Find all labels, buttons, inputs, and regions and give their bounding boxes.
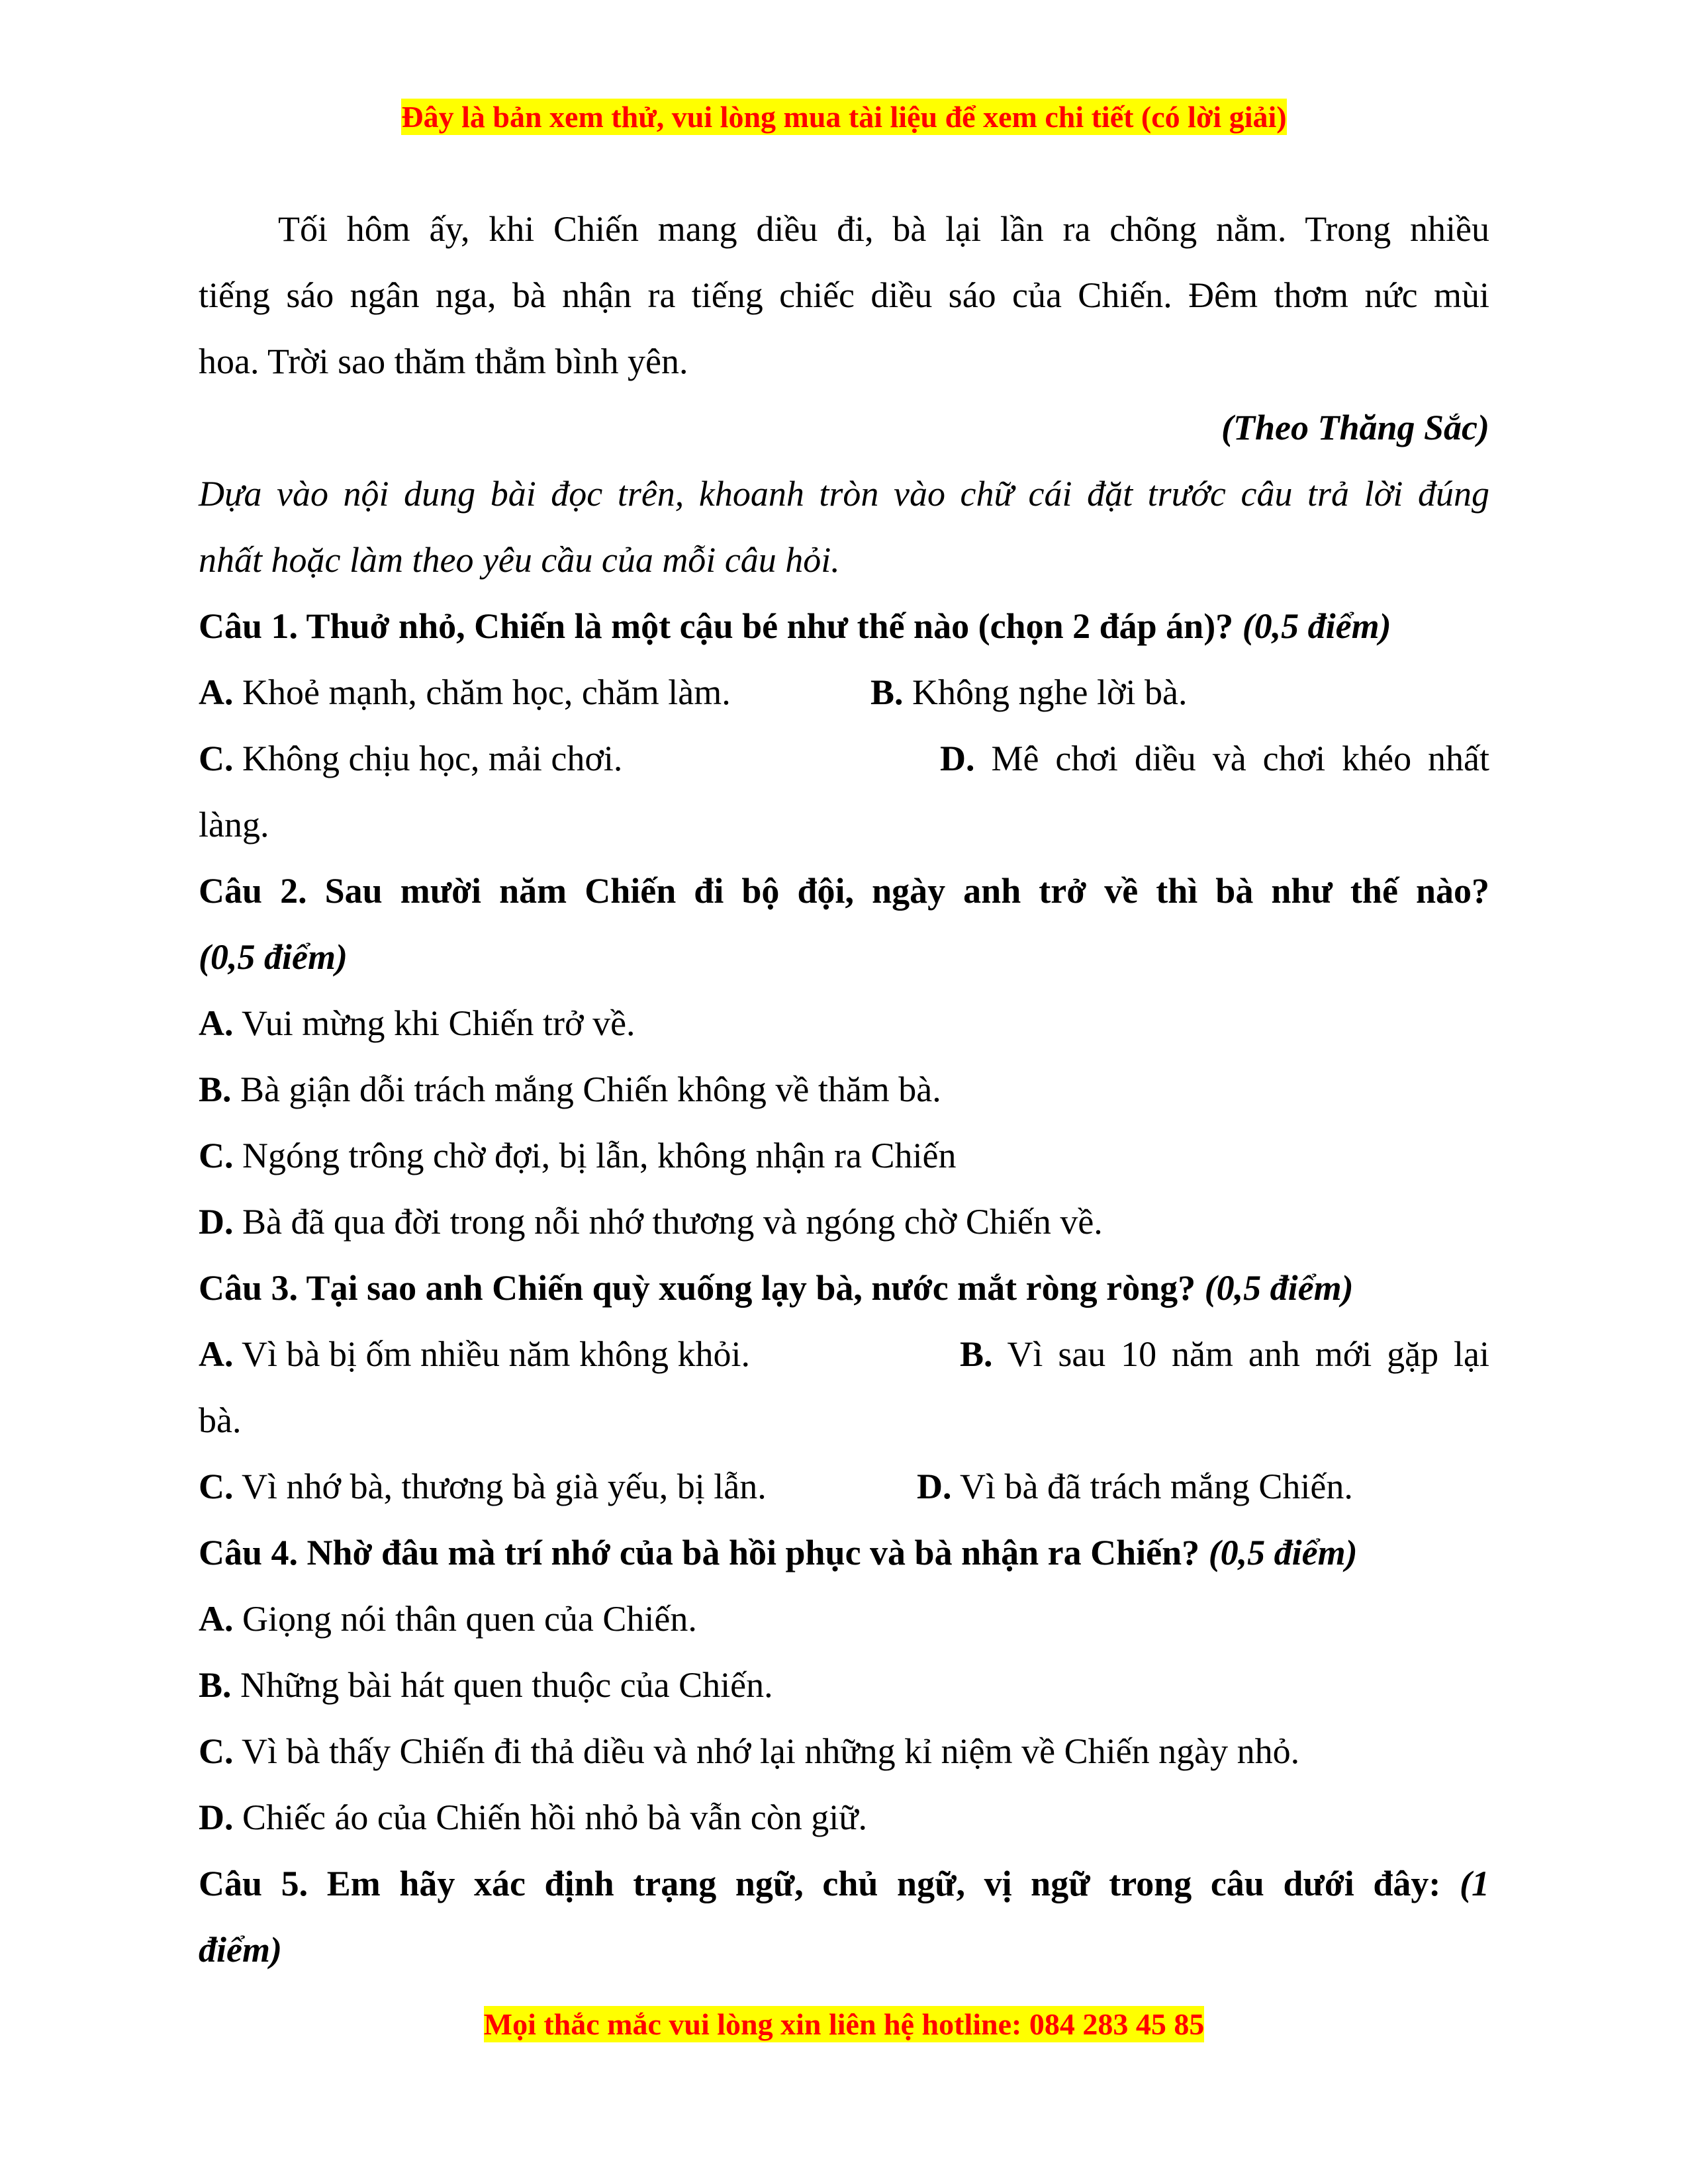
q2-option-c[interactable]: C. Ngóng trông chờ đợi, bị lẫn, không nhận ra Chiến	[199, 1136, 957, 1175]
q3-option-b-continued: bà.	[199, 1400, 242, 1440]
question-5-points-end: điểm)	[199, 1930, 282, 1970]
q2-option-a[interactable]: A. Vui mừng khi Chiến trở về.	[199, 1003, 635, 1043]
question-4-title: Câu 4. Nhờ đâu mà trí nhớ của bà hồi phục và bà nhận ra Chiến? (0,5 điểm)	[199, 1533, 1358, 1572]
document-body	[199, 196, 1489, 1983]
question-2-title: Câu 2. Sau mười năm Chiến đi bộ đội, ngày anh trở về thì bà như thế nào?	[199, 871, 1489, 911]
preview-notice: Đây là bản xem thử, vui lòng mua tài liệu để xem chi tiết (có lời giải)	[401, 100, 1287, 134]
question-3-options-cd	[199, 1453, 1489, 1520]
q2-option-b[interactable]: B. Bà giận dỗi trách mắng Chiến không về thăm bà.	[199, 1069, 941, 1109]
passage-line-2: tiếng sáo ngân nga, bà nhận ra tiếng chiếc diều sáo của Chiến. Đêm thơm nức mùi	[199, 275, 1489, 315]
q2-option-d[interactable]: D. Bà đã qua đời trong nỗi nhớ thương và ngóng chờ Chiến về.	[199, 1202, 1103, 1242]
question-1-options-cd	[199, 725, 1489, 792]
q4-option-b[interactable]: B. Những bài hát quen thuộc của Chiến.	[199, 1665, 773, 1705]
question-3-title: Câu 3. Tại sao anh Chiến quỳ xuống lạy bà, nước mắt ròng ròng? (0,5 điểm)	[199, 1268, 1354, 1308]
question-5-title: Câu 5. Em hãy xác định trạng ngữ, chủ ngữ, vị ngữ trong câu dưới đây: (1	[199, 1864, 1489, 1903]
q1-option-b[interactable]: B. Không nghe lời bà.	[870, 672, 1188, 712]
q1-option-a[interactable]: A. Khoẻ mạnh, chăm học, chăm làm.	[199, 672, 731, 712]
question-1-options-ab	[199, 659, 1489, 725]
question-3-options-ab	[199, 1321, 1489, 1387]
q1-option-d-continued: làng.	[199, 805, 269, 844]
passage-line-1: Tối hôm ấy, khi Chiến mang diều đi, bà lại lần ra chõng nằm. Trong nhiều	[278, 209, 1489, 249]
q4-option-a[interactable]: A. Giọng nói thân quen của Chiến.	[199, 1599, 697, 1639]
q4-option-c[interactable]: C. Vì bà thấy Chiến đi thả diều và nhớ lại những kỉ niệm về Chiến ngày nhỏ.	[199, 1731, 1300, 1771]
passage-source: (Theo Thăng Sắc)	[1221, 408, 1489, 447]
q3-option-c[interactable]: C. Vì nhớ bà, thương bà già yếu, bị lẫn.	[199, 1467, 767, 1506]
instruction-line-1: Dựa vào nội dung bài đọc trên, khoanh tròn vào chữ cái đặt trước câu trả lời đúng	[199, 474, 1489, 514]
q3-option-a[interactable]: A. Vì bà bị ốm nhiều năm không khỏi.	[199, 1334, 750, 1374]
passage-line-3: hoa. Trời sao thăm thẳm bình yên.	[199, 341, 688, 381]
q1-option-d[interactable]: D. Mê chơi diều và chơi khéo nhất	[940, 739, 1490, 778]
question-1-title: Câu 1. Thuở nhỏ, Chiến là một cậu bé như thế nào (chọn 2 đáp án)? (0,5 điểm)	[199, 606, 1391, 646]
q3-option-d[interactable]: D. Vì bà đã trách mắng Chiến.	[917, 1467, 1353, 1506]
q1-option-c[interactable]: C. Không chịu học, mải chơi.	[199, 739, 623, 778]
instruction-line-2: nhất hoặc làm theo yêu cầu của mỗi câu hỏi.	[199, 540, 840, 580]
q4-option-d[interactable]: D. Chiếc áo của Chiến hồi nhỏ bà vẫn còn giữ.	[199, 1797, 868, 1837]
hotline-notice: Mọi thắc mắc vui lòng xin liên hệ hotline: 084 283 45 85	[483, 2007, 1205, 2041]
q3-option-b[interactable]: B. Vì sau 10 năm anh mới gặp lại	[960, 1334, 1489, 1374]
question-2-points: (0,5 điểm)	[199, 937, 348, 977]
